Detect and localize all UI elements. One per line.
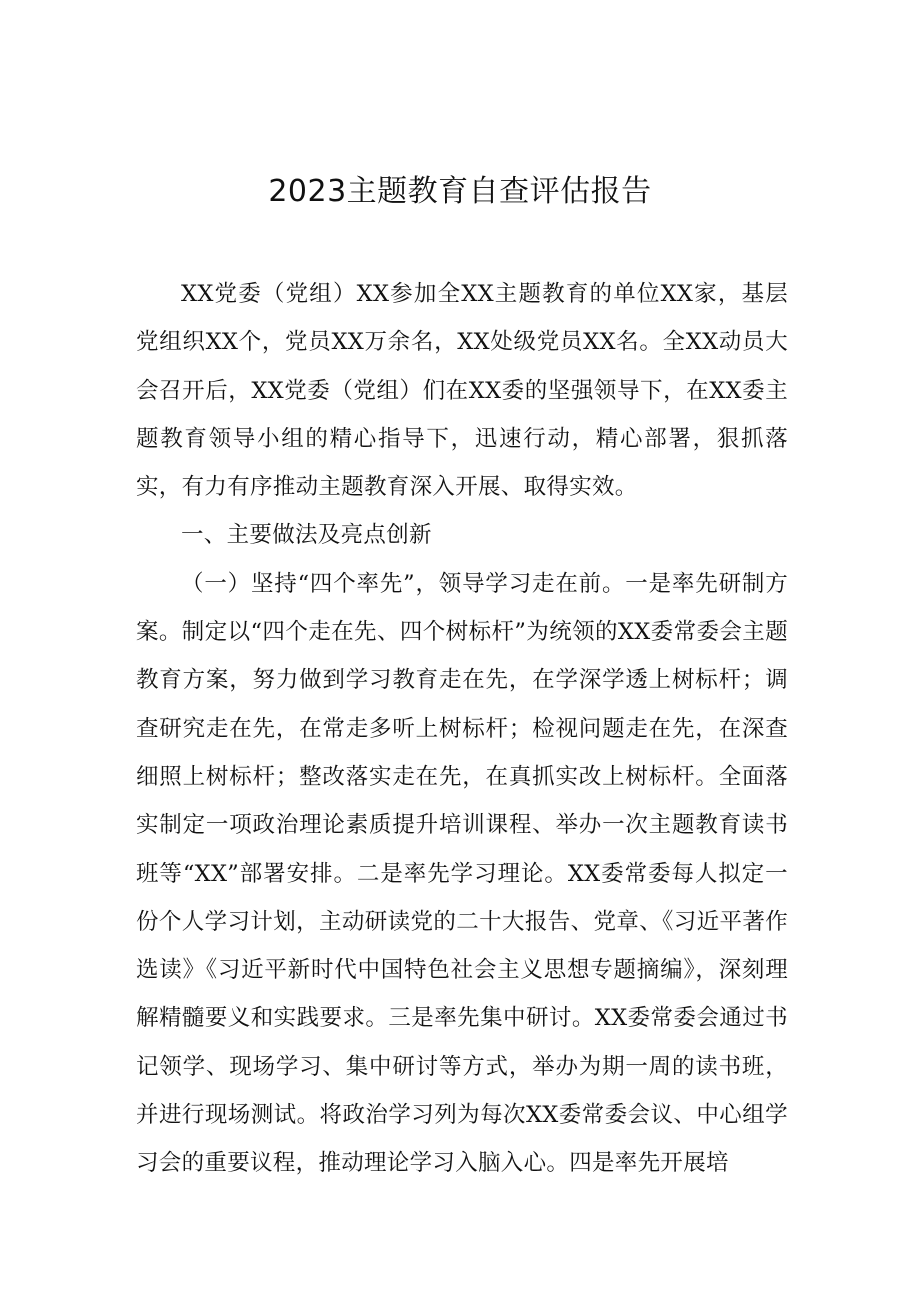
document-body <box>136 270 788 1188</box>
section-heading: 一、主要做法及亮点创新 <box>181 522 432 549</box>
section-paragraph: （一）坚持“四个率先”，领导学习走在前。一是率先研制方案。制定以“四个走在先、四个树标杆”为统领的XX委常委会主题教育方案，努力做到学习教育走在先，在学深学透上树标杆；调查研究走在先，在常走多听上树标杆；检视问题走在先，在深查细照上树标杆；整改落实走在先，在真抓实改上树标杆。全面落实制定一项政治理论素质提升培训课程、举办一次主题教育读书班等“XX”部署安排。二是率先学习理论。XX委常委每人拟定一份个人学习计划，主动研读党的二十大报告、党章、《习近平著作选读》《习近平新时代中国特色社会主义思想专题摘编》，深刻理解精髓要义和实践要求。三是率先集中研讨。XX委常委会通过书记领学、现场学习、集中研讨等方式，举办为期一周的读书班，并进行现场测试。将政治学习列为每次XX委常委会议、中心组学习会的重要议程，推动理论学习入脑入心。四是率先开展培 <box>136 570 788 1177</box>
intro-paragraph: XX党委（党组）XX参加全XX主题教育的单位XX家，基层党组织XX个，党员XX万余名，XX处级党员XX名。全XX动员大会召开后，XX党委（党组）们在XX委的坚强领导下，在XX委主题教育领导小组的精心指导下，迅速行动，精心部署，狠抓落实，有力有序推动主题教育深入开展、取得实效。 <box>136 281 788 501</box>
document-title: 2023主题教育自查评估报告 <box>268 174 652 209</box>
